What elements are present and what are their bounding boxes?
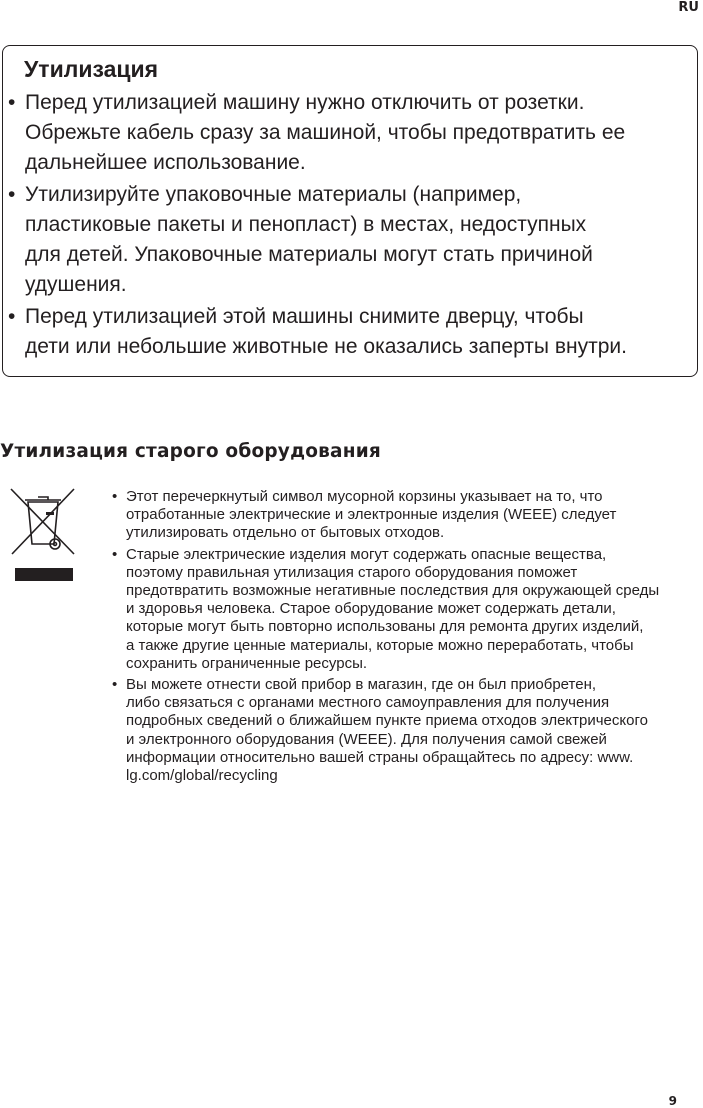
bullet-text-line: пластиковые пакеты и пенопласт) в местах, недоступных (25, 213, 587, 236)
bullet-text-line: и электронного оборудования (WEEE). Для получения самой свежей (126, 730, 607, 748)
bullet-dot-icon: • (112, 676, 118, 694)
bullet-text-line: отработанные электрические и электронные изделия (WEEE) следует (126, 506, 617, 524)
bullet-text-line: Утилизируйте упаковочные материалы (например, (25, 183, 522, 206)
bullet-text-line: утилизировать отдельно от бытовых отходов. (126, 524, 445, 542)
bullet-item (8, 180, 627, 300)
weee-section-title: Утилизация старого оборудования (0, 441, 381, 462)
bullet-text-line: lg.com/global/recycling (126, 767, 278, 785)
bullet-text-line: информации относительно вашей страны обращайтесь по адресу: www. (126, 748, 634, 766)
bullet-item (112, 546, 659, 673)
bullet-text-line: Старые электрические изделия могут содержать опасные вещества, (126, 545, 607, 563)
language-code: RU (678, 0, 699, 15)
weee-black-bar (15, 568, 73, 581)
bullet-text-line: Вы можете отнести свой прибор в магазин, где он был приобретен, (126, 676, 597, 694)
bullet-text-line: которые могут быть повторно использованы для ремонта других изделий, (126, 618, 644, 636)
bullet-text-line: дальнейшее использование. (25, 151, 306, 174)
bullet-text-line: для детей. Упаковочные материалы могут стать причиной (25, 243, 593, 266)
bullet-text-line: сохранить ограниченные ресурсы. (126, 654, 368, 672)
bullet-dot-icon: • (112, 545, 118, 563)
bullet-text-line: дети или небольшие животные не оказались заперты внутри. (25, 335, 627, 358)
bullet-dot-icon: • (112, 488, 118, 505)
bullet-text-line: и здоровья человека. Старое оборудование может содержать детали, (126, 600, 616, 618)
bullet-text-line: а также другие ценные материалы, которые можно переработать, чтобы (126, 636, 634, 654)
bullet-text-line: подробных сведений о ближайшем пункте приема отходов электрического (126, 712, 648, 730)
bullet-text-line: поэтому правильная утилизация старого оборудования поможет (126, 563, 578, 581)
bullet-dot-icon: • (8, 91, 16, 114)
page-number: 9 (668, 1094, 677, 1108)
bullet-item (112, 676, 659, 785)
bullet-item (112, 488, 659, 543)
bullet-dot-icon: • (8, 305, 16, 328)
bullet-text-line: Этот перечеркнутый символ мусорной корзины указывает на то, что (126, 488, 603, 505)
crossed-out-wheelie-bin-icon (8, 486, 80, 558)
disposal-bullet-list (8, 88, 627, 364)
bullet-text-line: Перед утилизацией машину нужно отключить от розетки. (25, 91, 585, 114)
bullet-text-line: удушения. (25, 273, 127, 296)
weee-bullet-list (112, 488, 659, 788)
bullet-dot-icon: • (8, 183, 16, 206)
bullet-text-line: Перед утилизацией этой машины снимите дверцу, чтобы (25, 305, 584, 328)
bullet-item (8, 88, 627, 178)
bullet-text-line: предотвратить возможные негативные последствия для окружающей среды (126, 582, 660, 600)
disposal-title: Утилизация (24, 56, 159, 82)
bullet-item (8, 302, 627, 362)
bullet-text-line: либо связаться с органами местного самоуправления для получения (126, 694, 610, 712)
bullet-text-line: Обрежьте кабель сразу за машиной, чтобы предотвратить ее (25, 121, 626, 144)
